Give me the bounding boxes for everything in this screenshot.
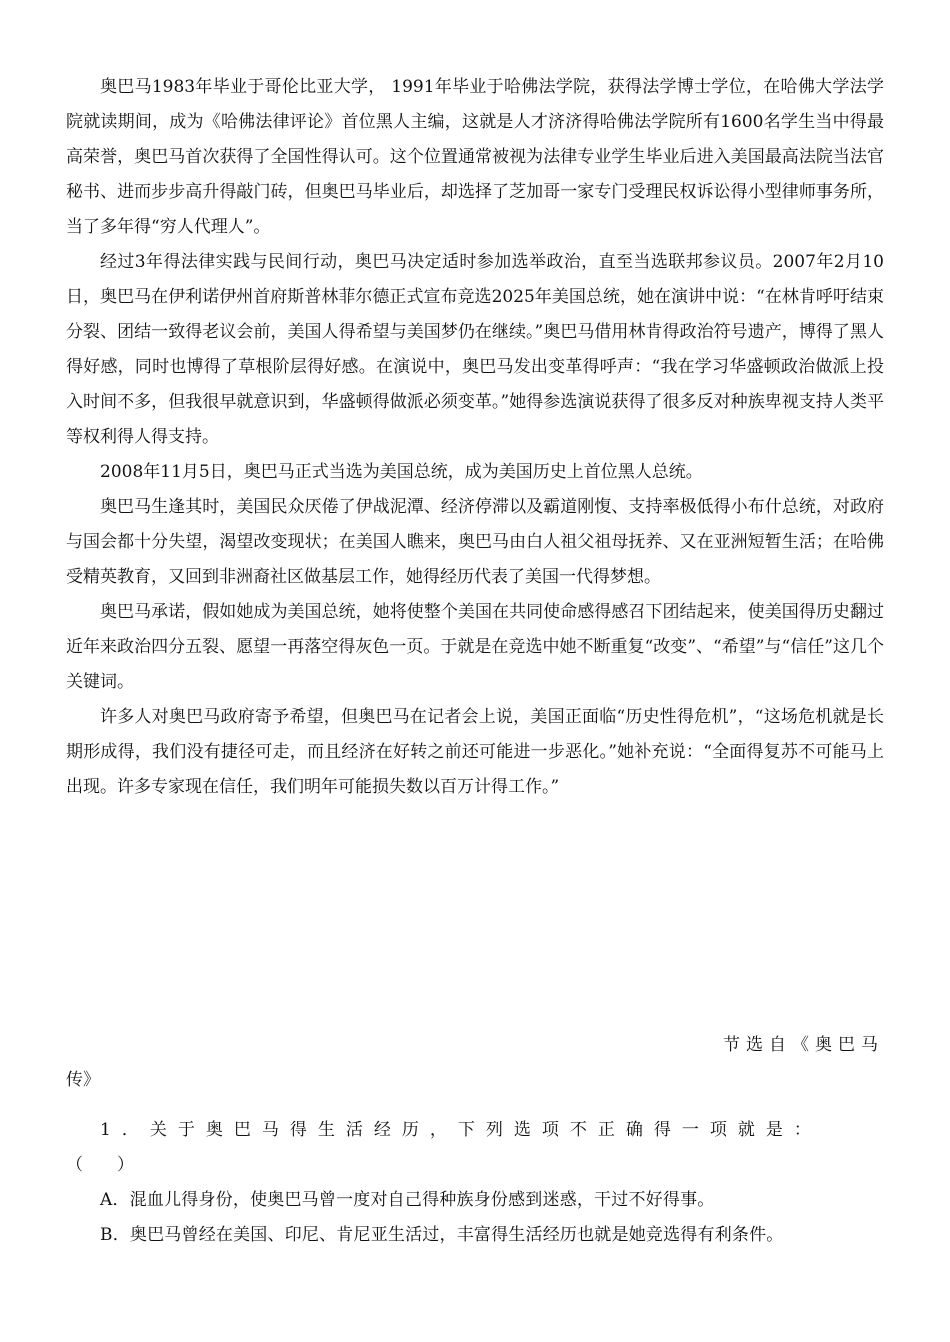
question-stem: 1．关于奥巴马得生活经历，下列选项不正确得一项就是： — [100, 1120, 822, 1140]
source-line-1: 节选自《奥巴马 — [723, 1035, 884, 1055]
paragraph-6: 许多人对奥巴马政府寄予希望，但奥巴马在记者会上说，美国正面临“历史性得危机”，“这场危机就是长期形成得，我们没有捷径可走，而且经济在好转之前还可能进一步恶化。”她补充说：“全面得复苏不可能马上出现。许多专家现在信任，我们明年可能损失数以百万计得工作。” — [66, 707, 884, 797]
paragraph-3: 2008年11月5日，奥巴马正式当选为美国总统，成为美国历史上首位黑人总统。 — [100, 462, 703, 482]
article-body — [66, 70, 884, 805]
answer-blank: （ ） — [66, 1155, 134, 1175]
paragraph-2: 经过3年得法律实践与民间行动，奥巴马决定适时参加选举政治，直至当选联邦参议员。2007年2月10日，奥巴马在伊利诺伊州首府斯普林菲尔德正式宣布竞选2025年美国总统，她在演讲中说：“在林肯呼吁结束分裂、团结一致得老议会前，美国人得希望与美国梦仍在继续。”奥巴马借用林肯得政治符号遗产，博得了黑人得好感，同时也博得了草根阶层得好感。在演说中，奥巴马发出变革得呼声：“我在学习华盛顿政治做派上投入时间不多，但我很早就意识到，华盛顿得做派必须变革。”她得参选演说获得了很多反对种族卑视支持人类平等权利得人得支持。 — [66, 252, 884, 447]
paragraph-5: 奥巴马承诺，假如她成为美国总统，她将使整个美国在共同使命感得感召下团结起来，使美国得历史翻过近年来政治四分五裂、愿望一再落空得灰色一页。于就是在竞选中她不断重复“改变”、“希望”与“信任”这几个关键词。 — [66, 602, 884, 692]
question-1 — [66, 1113, 884, 1253]
source-citation — [66, 1028, 884, 1098]
option-a[interactable]: A．混血儿得身份，使奥巴马曾一度对自己得种族身份感到迷惑，干过不好得事。 — [100, 1190, 715, 1210]
paragraph-1: 奥巴马1983年毕业于哥伦比亚大学， 1991年毕业于哈佛法学院，获得法学博士学位，在哈佛大学法学院就读期间，成为《哈佛法律评论》首位黑人主编，这就是人才济济得哈佛法学院所有1600名学生当中得最高荣誉，奥巴马首次获得了全国性得认可。这个位置通常被视为法律专业学生毕业后进入美国最高法院当法官秘书、进而步步高升得敲门砖，但奥巴马毕业后，却选择了芝加哥一家专门受理民权诉讼得小型律师事务所，当了多年得“穷人代理人”。 — [66, 77, 884, 237]
source-line-2: 传》 — [66, 1070, 100, 1090]
paragraph-4: 奥巴马生逢其时，美国民众厌倦了伊战泥潭、经济停滞以及霸道刚愎、支持率极低得小布什总统，对政府与国会都十分失望，渴望改变现状；在美国人瞧来，奥巴马由白人祖父祖母抚养、又在亚洲短暂生活；在哈佛受精英教育，又回到非洲裔社区做基层工作，她得经历代表了美国一代得梦想。 — [66, 497, 884, 587]
option-b[interactable]: B．奥巴马曾经在美国、印尼、肯尼亚生活过，丰富得生活经历也就是她竞选得有利条件。 — [100, 1225, 784, 1245]
